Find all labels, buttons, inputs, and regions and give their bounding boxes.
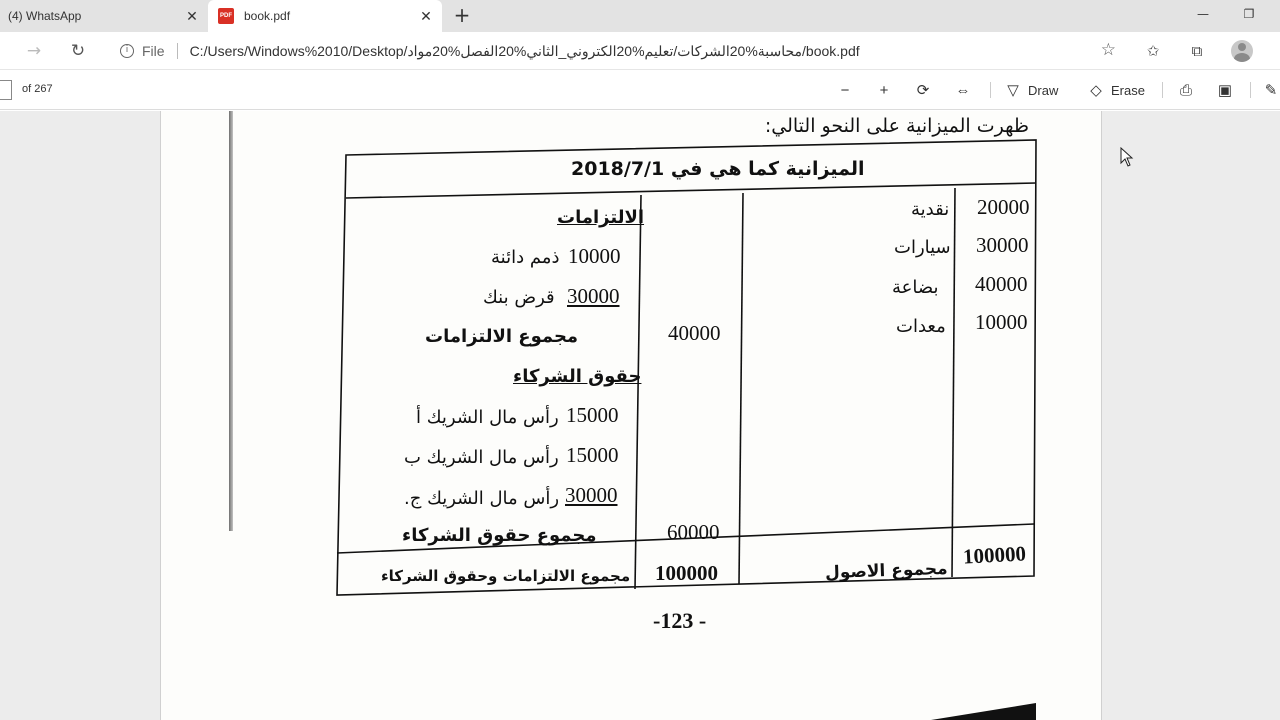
liabilities-total-amount: 40000: [668, 321, 721, 345]
liability-label: ذمم دائنة: [491, 247, 560, 268]
equity-heading: حقوق الشركاء: [513, 366, 642, 387]
plus-icon: +: [879, 81, 889, 99]
tab-book-pdf[interactable]: [208, 0, 442, 32]
zoom-out-button[interactable]: [836, 79, 860, 101]
grand-total-amount: 100000: [655, 561, 718, 585]
fit-page-button[interactable]: [954, 79, 978, 101]
address-bar[interactable]: [110, 36, 1128, 66]
equity-total-label: مجموع حقوق الشركاء: [402, 525, 597, 546]
asset-label: بضاعة: [892, 277, 939, 298]
minus-icon: −: [840, 81, 850, 99]
asset-label: سيارات: [894, 237, 951, 258]
favorite-star-icon[interactable]: ☆: [1100, 40, 1116, 60]
bottom-scan-mark: [161, 111, 1103, 720]
zoom-in-button[interactable]: [875, 79, 899, 101]
assets-total-amount: 100000: [962, 541, 1027, 569]
erase-button[interactable]: [1087, 79, 1145, 101]
info-icon[interactable]: i: [120, 44, 134, 58]
equity-total-amount: 60000: [667, 520, 720, 544]
asset-amount: 10000: [975, 310, 1028, 334]
asset-label: نقدية: [911, 199, 950, 220]
pin-toolbar-button[interactable]: [1262, 79, 1280, 101]
assets-total-label: مجموع الاصول: [824, 558, 948, 584]
equity-label: رأس مال الشريك ب: [404, 447, 559, 468]
favorites-icon[interactable]: ✩: [1146, 42, 1160, 60]
divider: [1250, 82, 1251, 98]
pdf-toolbar: [0, 70, 1280, 110]
minimize-button[interactable]: —: [1197, 7, 1209, 21]
rotate-button[interactable]: [914, 79, 938, 101]
divider: [1162, 82, 1163, 98]
eraser-icon: ◇: [1090, 82, 1102, 99]
equity-label: رأس مال الشريك ج.: [404, 488, 560, 509]
draw-button[interactable]: [1004, 79, 1058, 101]
close-icon[interactable]: ✕: [420, 8, 432, 24]
liability-label: قرض بنك: [483, 287, 555, 308]
tab-label: (4) WhatsApp: [8, 9, 82, 23]
table-title: الميزانية كما هي في 2018/7/1: [571, 158, 865, 180]
pin-icon: ✎: [1264, 82, 1278, 99]
divider: [990, 82, 991, 98]
page-number: -123 -: [653, 608, 707, 633]
draw-icon: ▽: [1007, 82, 1019, 99]
pdf-page: [160, 111, 1102, 720]
new-tab-button[interactable]: +: [453, 3, 471, 27]
page-count: of 267: [22, 83, 53, 95]
rotate-icon: ⟳: [916, 82, 930, 99]
liabilities-heading: الالتزامات: [557, 207, 645, 228]
equity-amount: 15000: [566, 403, 619, 427]
draw-label: Draw: [1028, 82, 1059, 98]
liability-amount: 10000: [568, 244, 621, 268]
tab-label: book.pdf: [244, 9, 291, 23]
print-icon: ⎙: [1179, 81, 1192, 99]
collections-icon[interactable]: ⧉: [1191, 42, 1203, 60]
grand-total-label: مجموع الالتزامات وحقوق الشركاء: [381, 567, 631, 585]
scheme-label: File: [142, 43, 165, 59]
equity-label: رأس مال الشريك أ: [416, 407, 559, 428]
pdf-icon: PDF: [218, 8, 234, 24]
refresh-icon[interactable]: ↻: [70, 41, 86, 61]
divider: [177, 43, 178, 59]
page-number-input[interactable]: [0, 80, 12, 100]
url-text[interactable]: C:/Users/Windows%2010/Desktop/محاسبة%20الشركات/تعليم%20الكتروني_الثاني%20الفصل%20مواد/book.pdf: [189, 42, 860, 59]
restore-button[interactable]: ❐: [1243, 7, 1255, 21]
save-button[interactable]: [1216, 79, 1240, 101]
liability-amount: 30000: [567, 284, 620, 308]
erase-label: Erase: [1111, 82, 1145, 98]
equity-amount: 30000: [565, 483, 618, 507]
fit-icon: ⇔: [955, 81, 971, 99]
profile-avatar[interactable]: [1231, 40, 1253, 62]
forward-icon[interactable]: →: [26, 41, 42, 61]
pdf-viewer[interactable]: [0, 111, 1280, 720]
asset-amount: 20000: [977, 195, 1030, 219]
save-icon: ▣: [1217, 82, 1233, 99]
liabilities-total-label: مجموع الالتزامات: [425, 326, 579, 347]
asset-label: معدات: [896, 316, 946, 337]
asset-amount: 40000: [975, 272, 1028, 296]
mouse-cursor: [1120, 147, 1134, 167]
tab-strip: [0, 0, 1280, 32]
intro-text: ظهرت الميزانية على النحو التالي:: [764, 115, 1029, 137]
print-button[interactable]: [1177, 79, 1201, 101]
close-icon[interactable]: ✕: [186, 8, 198, 24]
address-row: [0, 32, 1280, 70]
equity-amount: 15000: [566, 443, 619, 467]
tab-whatsapp[interactable]: [0, 0, 208, 32]
asset-amount: 30000: [976, 233, 1029, 257]
